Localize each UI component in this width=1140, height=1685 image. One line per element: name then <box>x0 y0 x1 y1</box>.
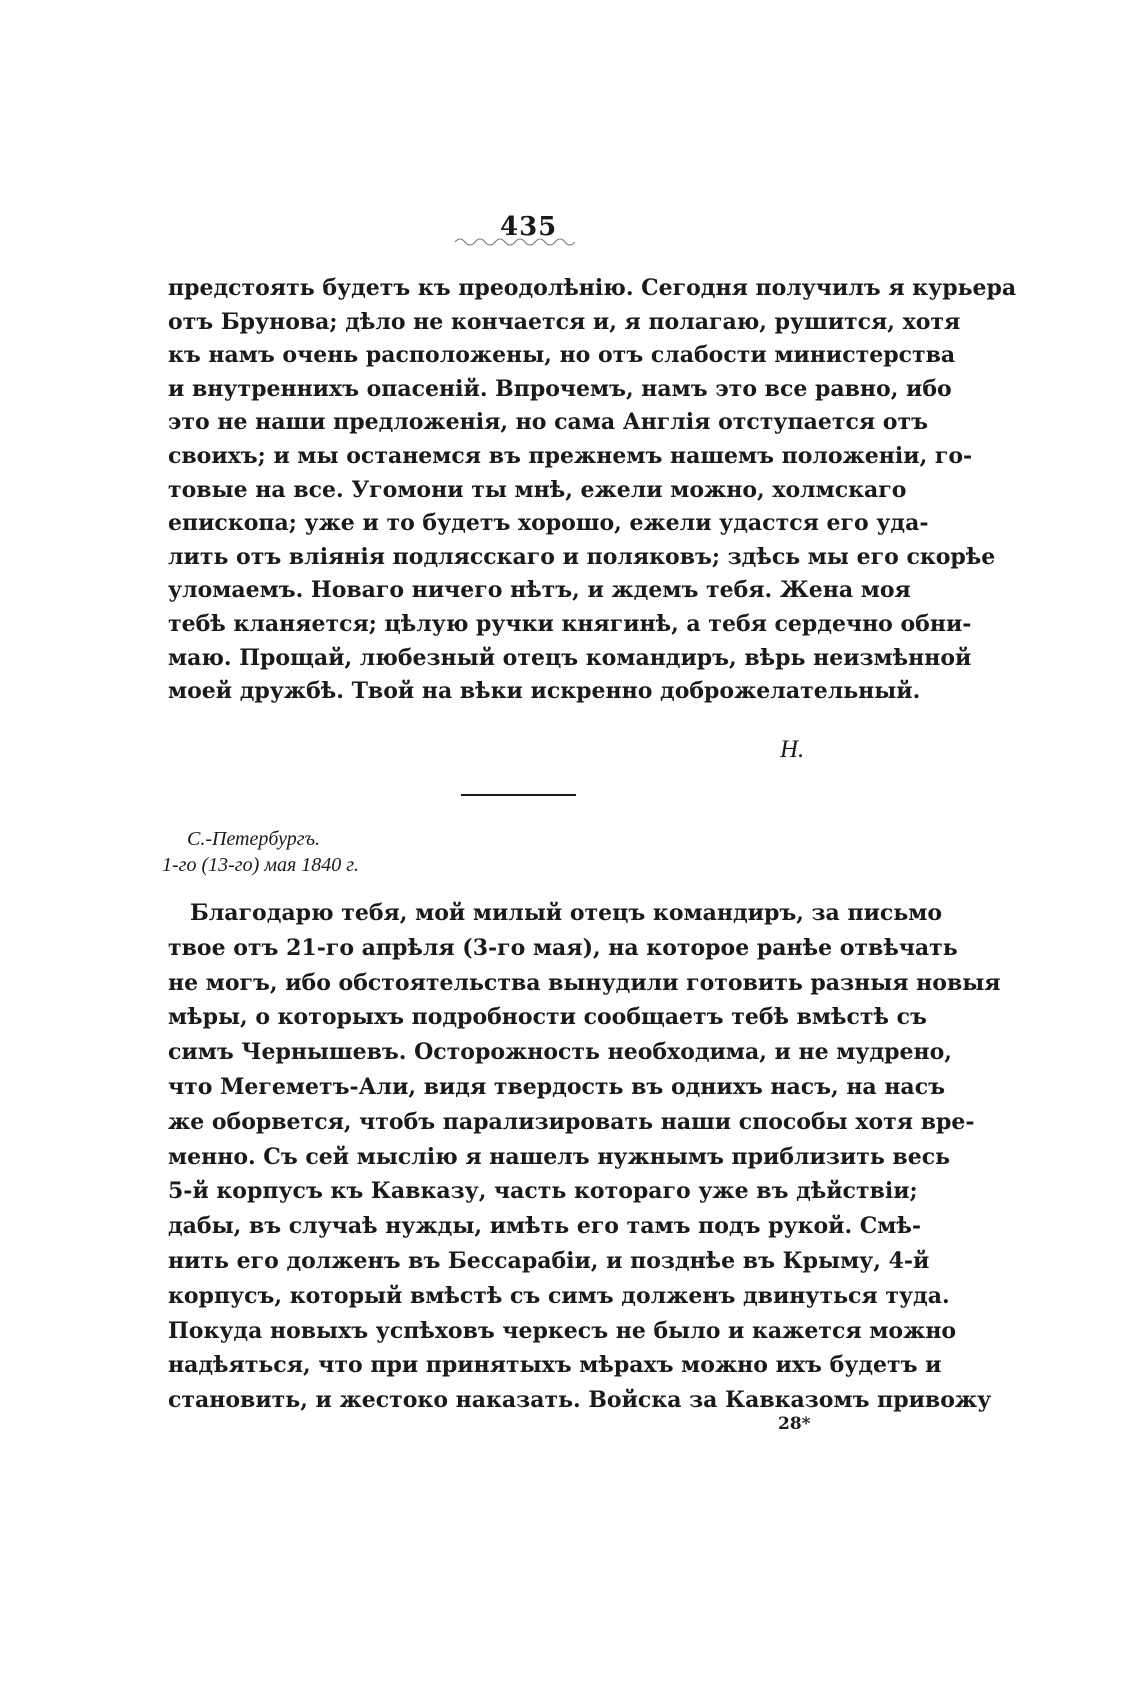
text-line: уломаемъ. Новаго ничего нѣтъ, и ждемъ тебя. Жена моя <box>168 577 911 604</box>
text-line: это не наши предложенія, но сама Англія отступается отъ <box>168 409 928 436</box>
text-line: моей дружбѣ. Твой на вѣки искренно доброжелательный. <box>168 678 921 705</box>
letter2-body <box>168 896 1001 1418</box>
text-line: твое отъ 21-го апрѣля (3-го мая), на которое ранѣе отвѣчать <box>168 934 958 961</box>
text-line: симъ Чернышевъ. Осторожность необходима, и не мудрено, <box>168 1039 952 1066</box>
section-divider <box>461 794 576 796</box>
text-line: товые на все. Угомони ты мнѣ, ежели можно, холмскаго <box>168 476 907 503</box>
text-line: епископа; уже и то будетъ хорошо, ежели удастся его уда- <box>168 510 929 537</box>
text-line: менно. Съ сей мыслію я нашелъ нужнымъ приблизить весь <box>168 1143 951 1170</box>
text-line: мѣры, о которыхъ подробности сообщаетъ тебѣ вмѣстѣ съ <box>168 1004 927 1031</box>
printer-sheet-mark: 28* <box>778 1414 811 1434</box>
text-line: корпусъ, который вмѣстѣ съ симъ долженъ двинуться туда. <box>168 1282 950 1309</box>
letter2-date: 1-го (13-го) мая 1840 г. <box>162 854 359 876</box>
ornamental-wavy-rule <box>455 236 575 248</box>
text-line: отъ Брунова; дѣло не кончается и, я полагаю, рушится, хотя <box>168 308 961 335</box>
text-line: предстоять будетъ къ преодолѣнію. Сегодня получилъ я курьера <box>168 275 1017 301</box>
text-line: и внутреннихъ опасеній. Впрочемъ, намъ это все равно, ибо <box>168 375 952 402</box>
letter2-place: С.-Петербургъ. <box>187 828 320 850</box>
text-line: надѣяться, что при принятыхъ мѣрахъ можно ихъ будетъ и <box>168 1352 942 1379</box>
text-line: лить отъ вліянія подлясскаго и поляковъ; здѣсь мы его скорѣе <box>168 543 996 570</box>
text-line: не могъ, ибо обстоятельства вынудили готовить разныя новыя <box>168 969 1001 996</box>
signature: Н. <box>780 736 805 763</box>
text-line: тебѣ кланяется; цѣлую ручки княгинѣ, а тебя сердечно обни- <box>168 610 972 637</box>
text-line: дабы, въ случаѣ нужды, имѣть его тамъ подъ рукой. Смѣ- <box>168 1213 922 1240</box>
text-line: 5-й корпусъ къ Кавказу, часть котораго уже въ дѣйствіи; <box>168 1178 918 1205</box>
text-line: становить, и жестоко наказать. Войска за Кавказомъ привожу <box>168 1387 992 1414</box>
text-line: что Мегеметъ-Али, видя твердость въ однихъ насъ, на насъ <box>168 1073 945 1100</box>
letter1-body <box>168 272 1017 709</box>
text-line: своихъ; и мы останемся въ прежнемъ нашемъ положеніи, го- <box>168 442 973 469</box>
page-number: 435 <box>500 212 558 242</box>
text-line: же оборвется, чтобъ парализировать наши способы хотя вре- <box>168 1108 975 1135</box>
text-line: нить его долженъ въ Бессарабіи, и позднѣе въ Крыму, 4-й <box>168 1247 930 1274</box>
text-line: маю. Прощай, любезный отецъ командиръ, вѣрь неизмѣнной <box>168 644 972 671</box>
text-line: къ намъ очень расположены, но отъ слабости министерства <box>168 342 956 369</box>
text-line: Покуда новыхъ успѣховъ черкесъ не было и кажется можно <box>168 1317 957 1344</box>
text-line: Благодарю тебя, мой милый отецъ командиръ, за письмо <box>190 900 943 926</box>
